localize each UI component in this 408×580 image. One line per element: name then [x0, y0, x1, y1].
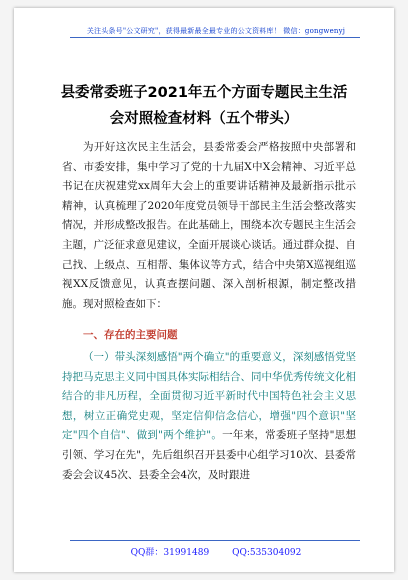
footer-divider — [70, 540, 360, 541]
intro-paragraph: 为开好这次民主生活会，县委常委会严格按照中央部署和省、市委安排，集中学习了党的十九届X中X会精神、习近平总书记在庆祝建党xx周年大会上的重要讲话精神及最新指示批示精神，认真梳理了2020年度党员领导干部民主生活会整改落实情况，并形成整改报告。在此基础上，围绕本次专题民主生活会主题，广泛征求意见建议，全面开展谈心谈话。通过群众提、自己找、上级点、互相帮、集体议等方式，结合中央第X巡视组巡视XX反馈意见，认真查摆问题、深入剖析根源，制定整改措施。现对照检查如下： — [62, 141, 356, 310]
header-divider — [70, 37, 360, 38]
footer-qq-group: QQ群：31991489 — [130, 548, 210, 558]
subsection-paragraph — [62, 348, 356, 485]
subsection-highlight: （一）带头深刻感悟"两个确立"的重要意义，深刻感悟党坚持把马克思主义同中国具体实际相结合、同中华优秀传统文化相结合的非凡历程，全面贯彻习近平新时代中国特色社会主义思想，树立正确党史观，坚定信仰信念信心，增强"四个意识"坚定"四个自信"、做到"两个维护"。 — [62, 351, 356, 442]
footer-contacts — [74, 545, 358, 558]
footer-qq: QQ:535304092 — [232, 548, 302, 558]
subsection-body: 一年来，常委班子坚持"思想引领、学习在先"，先后组织召开县委中心组学习10次、县委常委会会议45次、县委全会4次，及时跟进 — [62, 429, 356, 481]
header-note: 关注头条号"公文研究"，获得最新最全最专业的公文资料库！ 微信：gongwenyj — [86, 27, 346, 35]
section-heading: 一、存在的主要问题 — [83, 329, 178, 341]
document-title: 县委常委班子2021年五个方面专题民主生活会对照检查材料（五个带头） — [60, 85, 348, 127]
document-page — [14, 8, 394, 572]
